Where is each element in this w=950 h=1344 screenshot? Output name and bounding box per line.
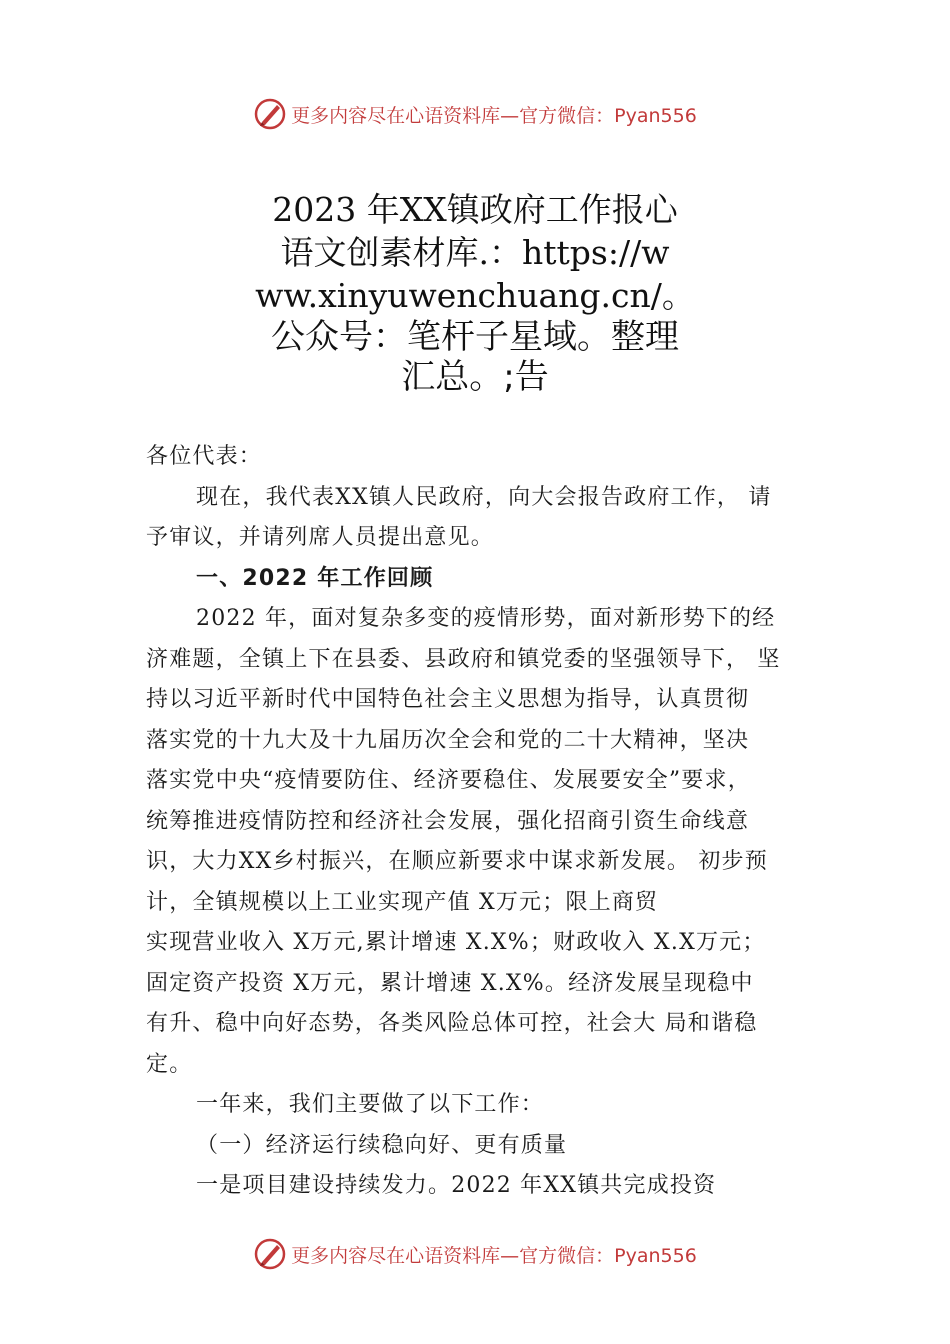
body-line: 现在，我代表XX镇人民政府，向大会报告政府工作， 请	[196, 484, 772, 510]
document-body	[146, 437, 826, 1207]
title-line-2: 语文创素材库.：https://w	[280, 233, 670, 272]
body-line: 识，大力XX乡村振兴，在顺应新要求中谋求新发展。 初步预	[146, 849, 768, 874]
title-line-3: ww.xinyuwenchuang.cn/。	[255, 276, 695, 315]
wechat-handle: Pyan556	[614, 104, 697, 127]
footer-banner	[0, 1234, 950, 1274]
section-heading: 一、2022 年工作回顾	[196, 565, 434, 591]
document-title	[0, 188, 950, 397]
body-line: 2022 年，面对复杂多变的疫情形势，面对新形势下的经	[196, 606, 776, 631]
body-line: 落实党的十九大及十九届历次全会和党的二十大精神，坚决	[146, 727, 750, 753]
body-line: 统筹推进疫情防控和经济社会发展，强化招商引资生命线意	[146, 808, 750, 834]
title-line-5: 汇总。;告	[401, 357, 549, 397]
header-banner	[0, 94, 950, 134]
body-line: 济难题，全镇上下在县委、县政府和镇党委的坚强领导下， 坚	[146, 646, 781, 672]
banner-text: 更多内容尽在心语资料库—官方微信：Pyan556	[291, 1244, 697, 1267]
body-line: 落实党中央“疫情要防住、经济要稳住、发展要安全”要求，	[146, 768, 751, 793]
title-line-4: 公众号：笔杆子星域。整理	[271, 317, 679, 357]
body-line: 有升、稳中向好态势，各类风险总体可控，社会大 局和谐稳	[146, 1011, 758, 1036]
body-line: 固定资产投资 X万元，累计增速 X.X%。经济发展呈现稳中	[146, 970, 754, 996]
pen-circle-logo-icon	[253, 97, 287, 131]
body-line: 予审议，并请列席人员提出意见。	[146, 525, 495, 550]
body-line: 一年来，我们主要做了以下工作：	[196, 1092, 545, 1117]
pen-circle-logo-icon	[253, 1237, 287, 1271]
title-line-1: 2023 年XX镇政府工作报心	[272, 190, 678, 229]
body-line: 各位代表：	[146, 444, 263, 469]
body-line: 定。	[146, 1051, 193, 1077]
subsection-heading: （一）经济运行续稳向好、更有质量	[196, 1132, 568, 1158]
body-line: 实现营业收入 X万元,累计增速 X.X%；财政收入 X.X万元；	[146, 930, 766, 955]
body-line: 一是项目建设持续发力。2022 年XX镇共完成投资	[196, 1173, 717, 1198]
wechat-handle: Pyan556	[614, 1244, 697, 1267]
body-line: 计，全镇规模以上工业实现产值 X万元；限上商贸	[146, 889, 659, 915]
body-line: 持以习近平新时代中国特色社会主义思想为指导，认真贯彻	[146, 687, 750, 712]
banner-text: 更多内容尽在心语资料库—官方微信：Pyan556	[291, 104, 697, 127]
